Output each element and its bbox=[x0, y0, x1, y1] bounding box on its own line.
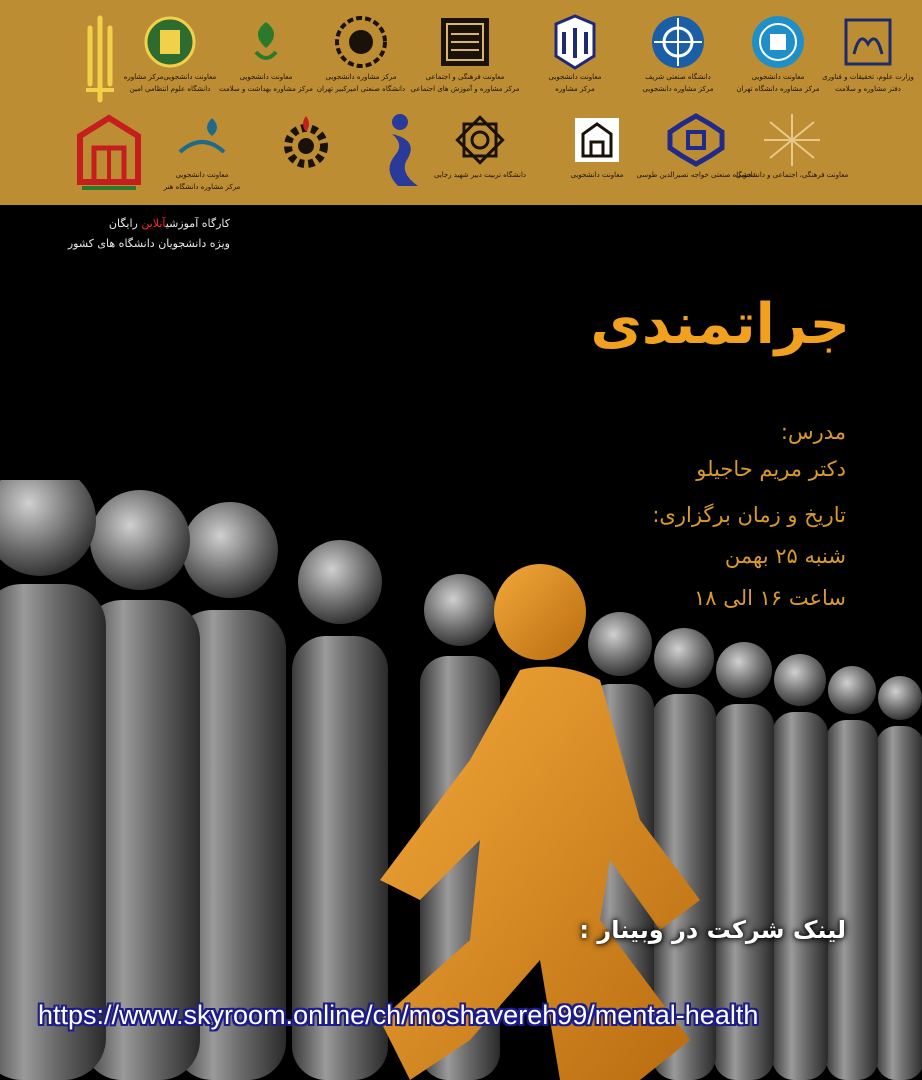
webinar-link-heading: لینک شرکت در وبینار : bbox=[579, 916, 846, 944]
crowd-illustration bbox=[0, 480, 922, 1080]
logo-shahed bbox=[64, 112, 154, 192]
art-university-logo-icon bbox=[172, 112, 232, 168]
logo-gate-emblem: معاونت دانشجویی bbox=[542, 112, 652, 180]
logo-sunburst: معاونت فرهنگی، اجتماعی و دانشجویی bbox=[732, 112, 852, 180]
workshop-title: جراتمندی bbox=[590, 292, 850, 357]
logo-art-university: معاونت دانشجویی مرکز مشاوره دانشگاه هنر bbox=[142, 112, 262, 192]
logo-band bbox=[0, 0, 922, 205]
datetime-label: تاریخ و زمان برگزاری: bbox=[652, 503, 846, 527]
logo-sharif: دانشگاه صنعتی شریف مرکز مشاوره دانشجویی bbox=[624, 14, 732, 94]
logo-police-university: معاونت دانشجویی‌مرکز مشاوره دانشگاه علوم انتظامی امین bbox=[114, 14, 226, 94]
instructor-label: مدرس: bbox=[780, 420, 846, 444]
logo-blue-figure bbox=[366, 110, 446, 190]
logo-health-university: معاونت دانشجویی مرکز مشاوره بهداشت و سلامت bbox=[212, 14, 320, 94]
logo-square-calligraphy: معاونت فرهنگی و اجتماعی مرکز مشاوره و آموزش های اجتماعی bbox=[400, 14, 530, 94]
university-emblem-logo-icon bbox=[550, 14, 600, 70]
shahed-university-logo-icon bbox=[74, 112, 144, 192]
workshop-note bbox=[40, 214, 230, 254]
blue-figure-logo-icon bbox=[378, 110, 434, 190]
workshop-note-line1: کارگاه آموزشیآنلاین رایگان bbox=[108, 217, 230, 230]
logo-star-university: دانشگاه تربیت دبیر شهید رجایی bbox=[410, 112, 550, 180]
logo-university-emblem: معاونت دانشجویی مرکز مشاوره bbox=[530, 14, 620, 94]
webinar-link-url[interactable]: https://www.skyroom.online/ch/moshavereh99/mental-health bbox=[38, 1000, 759, 1030]
logo-golden-wheat bbox=[70, 14, 130, 104]
amirkabir-logo-icon bbox=[333, 14, 389, 70]
logo-amirkabir: مرکز مشاوره دانشجویی دانشگاه صنعتی امیرکبیر تهران bbox=[296, 14, 426, 94]
logo-gear-torch bbox=[256, 112, 356, 172]
online-highlight: آنلاین bbox=[141, 217, 166, 230]
logo-university-tehran: معاونت دانشجویی مرکز مشاوره دانشگاه تهران bbox=[724, 14, 832, 94]
sunburst-logo-icon bbox=[762, 112, 822, 168]
gear-torch-logo-icon bbox=[278, 112, 334, 172]
instructor-name: دکتر مریم حاجیلو bbox=[696, 457, 846, 481]
khajeh-nasir-logo-icon bbox=[666, 112, 726, 168]
logo-khajeh-nasir: دانشگاه صنعتی خواجه نصیرالدین طوسی bbox=[636, 112, 756, 180]
logo-ministry-science: وزارت علوم، تحقیقات و فناوری دفتر مشاوره و سلامت bbox=[814, 14, 922, 94]
shahid-beheshti-star-logo-icon bbox=[450, 112, 510, 168]
police-university-logo-icon bbox=[142, 14, 198, 70]
health-university-logo-icon bbox=[238, 14, 294, 70]
university-tehran-logo-icon bbox=[750, 14, 806, 70]
workshop-note-line2: ویژه دانشجویان دانشگاه های کشور bbox=[67, 237, 230, 250]
golden-wheat-logo-icon bbox=[80, 14, 120, 104]
event-date: شنبه ۲۵ بهمن bbox=[724, 544, 846, 568]
sharif-university-logo-icon bbox=[650, 14, 706, 70]
square-calligraphy-logo-icon bbox=[437, 14, 493, 70]
ministry-science-logo-icon bbox=[840, 14, 896, 70]
event-time: ساعت ۱۶ الی ۱۸ bbox=[693, 586, 846, 610]
gate-emblem-logo-icon bbox=[569, 112, 625, 168]
